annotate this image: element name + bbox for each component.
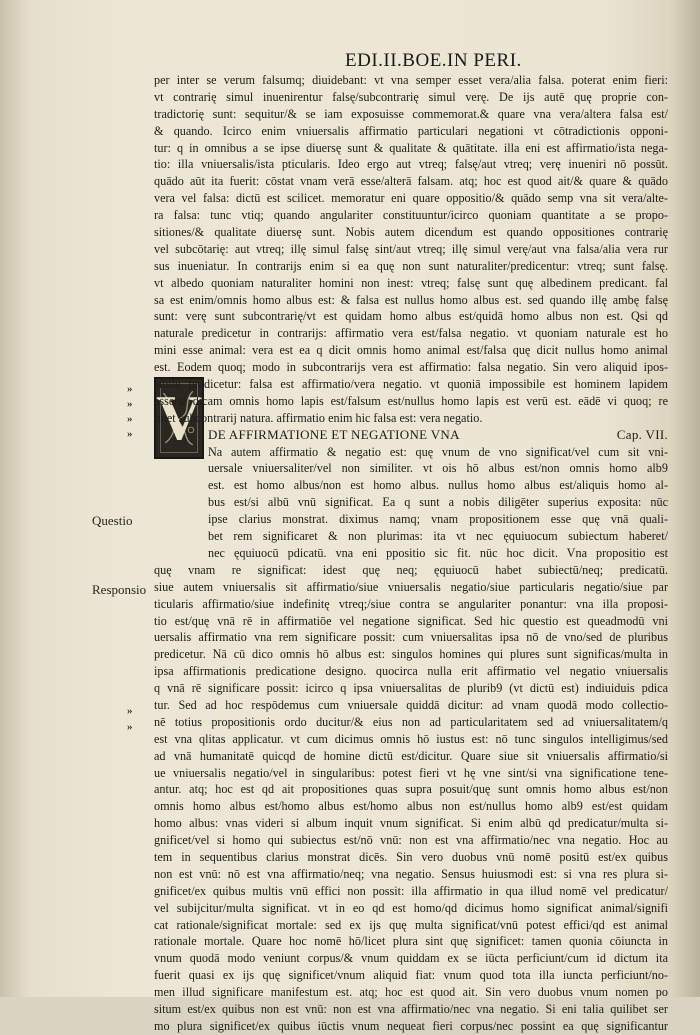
text-line: ue vniuersalis negatio/vel in singularibus: potest fieri vt hę vne sint/si vna significatione tene- [154,765,668,780]
text-line: omnis homo albus est/homo albus est/homo albus non est/nullus homo alb9 est/est quidam [154,799,668,814]
text-line: fuerit quasi ex ijs quę significet/vnum aliquid fiat: vnum quod tota illa iuncta perficiunt/no- [154,968,668,983]
text-line: gnificet/vel si homo qui subiectus est/nō vnū: non est vna affirmatio/nec vna negatio. Hoc au [154,833,668,848]
text-line: tio est/quę vnā rē in affirmatiōe vel negatione significat. Sed hic questio est queadmodū vni [154,613,668,628]
text-line: vel subcōtarię: aut vtreq; illę simul falsę sint/aut vtreq; illę simul verę/aut vna falsa/alia vera rur [154,241,668,256]
text-line: mini esse animal: vera est ea q dicit omnis homo animal est/falsa quę dicit nullus homo animal [154,343,668,358]
text-line: quādo aūt ita fuerit: cōstat vnam verā esse/alterā falsam. atq; hoc est quod ait/& quare & quādo [154,174,668,189]
chapter-body-text [154,562,668,1035]
chapter-heading [154,427,668,444]
text-line: sitiones/& qualitate diuersę sunt. Nobis autem dicendum est quando oppositiones contrarię [154,225,668,240]
margin-marker: » [127,705,133,717]
text-line: bus est/si albū vnū significat. Ea q sunt a nobis diligēter superius exposita: nūc [208,495,668,510]
text-line: nē totius propositionis ordo ducitur/& eius non ad particularitatem sed ad vniuersalitatem/q [154,714,668,729]
text-line: quę vnam re significat: idest quę neq; ęquiuocū habet subiectū/neq; predicatū. [154,562,668,577]
text-line: vera vel falsa: dictū est scilicet. memoratur eni quare oppositio/& quādo semp vna sit vera/alte- [154,191,668,206]
text-line: sibile predicetur: falsa est affirmatio/vera negatio. vt quoniā impossibile est hominem lapidem [154,377,668,392]
text-line: tur: q in omnibus a se ipse diuersę sunt & qualitate & quātitate. illa eni est affirmatio/ista nega- [154,140,668,155]
text-line: non est vnū: nō est vna affirmatio/neq; vna negatio. Sensus huiusmodi est: si vna res plura si- [154,866,668,881]
text-line: ticularis affirmatio/siue indefinitę vtreq;/siue contra se angulariter ponantur: vna illa proposi- [154,596,668,611]
text-line: est. Eodem quoq; modo in subcontrarijs vera est affirmatio: falsa negatio. Sin vero aliquid ipos- [154,360,668,375]
text-line: per inter se verum falsumq; diuidebant: vt vna semper esset vera/alia falsa. poterat enim fieri: [154,73,668,87]
text-line: Na autem affirmatio & negatio est: quę vnum de vno significat/vel cum sit vni- [208,444,668,459]
chapter-number: Cap. VII. [616,426,668,442]
text-line: situm est/ex quibus non est vnū: non est vna affirmatio/nec vna negatio. Si eni talia quilibet ser [154,1001,668,1016]
text-line: antur. atq; hoc est qd ait propositiones quas supra posuit/quę sunt omnis homo albus est/non [154,782,668,797]
text-line: est. est homo albus/non est homo albus. nullus homo albus est/aliquis homo al- [208,478,668,493]
text-line: vt contrarię simul inuenirentur falsę/subcontrarię simul verę. De ijs autē quę proprie con- [154,89,668,104]
text-line: naturale predicetur in contrarijs: affirmatio vera est/falsa negatio. vt quoniam naturale est ho [154,326,668,341]
text-line: tem in sequentibus clarius monstrat dicēs. Sin vero duobus vnū nomē positū est/ex quibus [154,849,668,864]
text-line: vnum quodā modo veniunt corpus/& vnum quiddam ex se iūcta perficiunt/cum id dictum ita [154,951,668,966]
text-line: gnificet/ex quibus multis vnū effici non possit: illa affirmatio in qua illud nomē vel predicatur/ [154,883,668,898]
text-line: tinet subcontrarij natura. affirmatio enim hic falsa est: vera negatio. [154,410,483,425]
text-line: ipse clarius monstrat. diximus namq; vnam propositionem esse quę vnā quali- [208,512,668,527]
text-line: cat rationale/significat mortale: sed ex ijs quę multa significat/vnū potest effici/qd est animal [154,917,668,932]
margin-marker: » [127,413,133,425]
text-line: ipsa affirmationis predicatione designo. quocirca nulla erit affirmatio vel negatio vniuersalis [154,664,668,679]
chapter-title: DE AFFIRMATIONE ET NEGATIONE VNA [208,426,460,442]
text-line: vt albedo quoniam naturaliter homini non inest: vtreq; falsę sunt quę albedinem predicant. fal [154,275,668,290]
text-line: tradictorię sunt: sequitur/& se iam exposuisse commemorat.& quare vna vera/altera falsa est/ [154,106,668,121]
margin-marker: » [127,428,133,440]
margin-note-questio: Questio [92,513,133,528]
text-line: q vnā rē significare possit: icirco q ipsa vniuersalitas de plurib9 (vt dictū est) indiuiduis pdica [154,681,668,696]
text-line: & quando. Icirco enim vniuersalis affirmatio particulari negationi vt cōtradictionis opponi- [154,123,668,138]
text-line: tio: illa vniuersalis/ista pticularis. Ideo ergo aut vtreq; falsę/aut vtreq; verę inueniri nō possūt. [154,157,668,172]
text-line: predicetur. Nā cū dico omnis hō albus est: singulos homines qui plures sunt significas/multa in [154,647,668,662]
text-line: ra falsa: tunc vtiq; quando angulariter constituuntur/icirco quoniam quantitate a se propo- [154,208,668,223]
text-line: rationale mortale. Quare hoc nomē hō/licet plura sint quę significet: tamen quonia cōiuncta in [154,934,668,949]
text-line: uersale vniuersaliter/vel non similiter. vt ois hō albus est/non omnis homo alb9 [208,461,668,476]
text-line: homo albus: vnas videri si album inquit vnum significat. Si enim albū qd predicatur/multa si- [154,816,668,831]
text-line: sunt: verę sunt subcontrarię/vt est quidam homo albus est/quidā homo albus non est. Qsi qd [154,309,668,324]
text-line: bet rem significaret & non plurimas: ita vt nec ęquiuocum subiectum haberet/ [208,529,668,544]
running-head: EDI.II.BOE.IN PERI. [345,50,522,71]
margin-note-responsio: Responsio [92,582,147,597]
text-line: esse/si dicam omnis homo lapis est/falsum est/nullus homo lapis est verū est. eādē vi quoq; re [154,393,668,408]
preceding-commentary [154,72,668,427]
text-line: mo plura significet/ex quibus iūctis vnum nequeat fieri corpus/nec possint ea quę significantur [154,1018,668,1033]
text-line: uersalis affirmatio vna rem significare possit: cum vniuersalitas ipsa nō de vno/sed de pluribus [154,630,668,645]
initial-letter: V [156,382,203,453]
margin-marker: » [127,398,133,410]
text-line: men illud significare manifestum est. atq; hoc est quod ait. Sin vero duobus vnum nomen po [154,985,668,1000]
text-line: tur. Sed ad hoc respōdemus cum vniuersale quiddā dicitur: ad vnam quodā modo collectio- [154,697,668,712]
margin-marker: » [127,383,133,395]
main-text-block [154,72,668,1035]
text-line: est vna qlitas applicatur. vt cum dicimus omnis hō iustus est: nō tunc singulos intelligimus/sed [154,731,668,746]
text-line: vel subijcitur/multa significat. vt in eo qd est homo/qd dicimus homo significat animal/signifi [154,900,668,915]
text-line: sus inueniatur. In contrarijs enim si ea quę non sunt naturaliter/predicentur: vtreq; sunt falsę. [154,258,668,273]
chapter-opening-text [154,444,668,562]
text-line: siue autem vniuersalis sit affirmatio/siue vniuersalis negatio/siue particularis negatio/siue par [154,579,668,594]
text-line: sa est enim/omnis homo albus est: & falsa est nullus homo albus est. sed quando illę ambę falsę [154,292,668,307]
margin-marker: » [127,721,133,733]
text-line: ad vnā humanitatē quicqd de homine dictū est/dicitur. Quare siue sit vniuersalis affirmatio/si [154,748,668,763]
text-line: nec ęquiuocū pdicatū. vna eni ppositio sic fit. nūc hoc dicit. Vna propositio est [208,545,668,560]
